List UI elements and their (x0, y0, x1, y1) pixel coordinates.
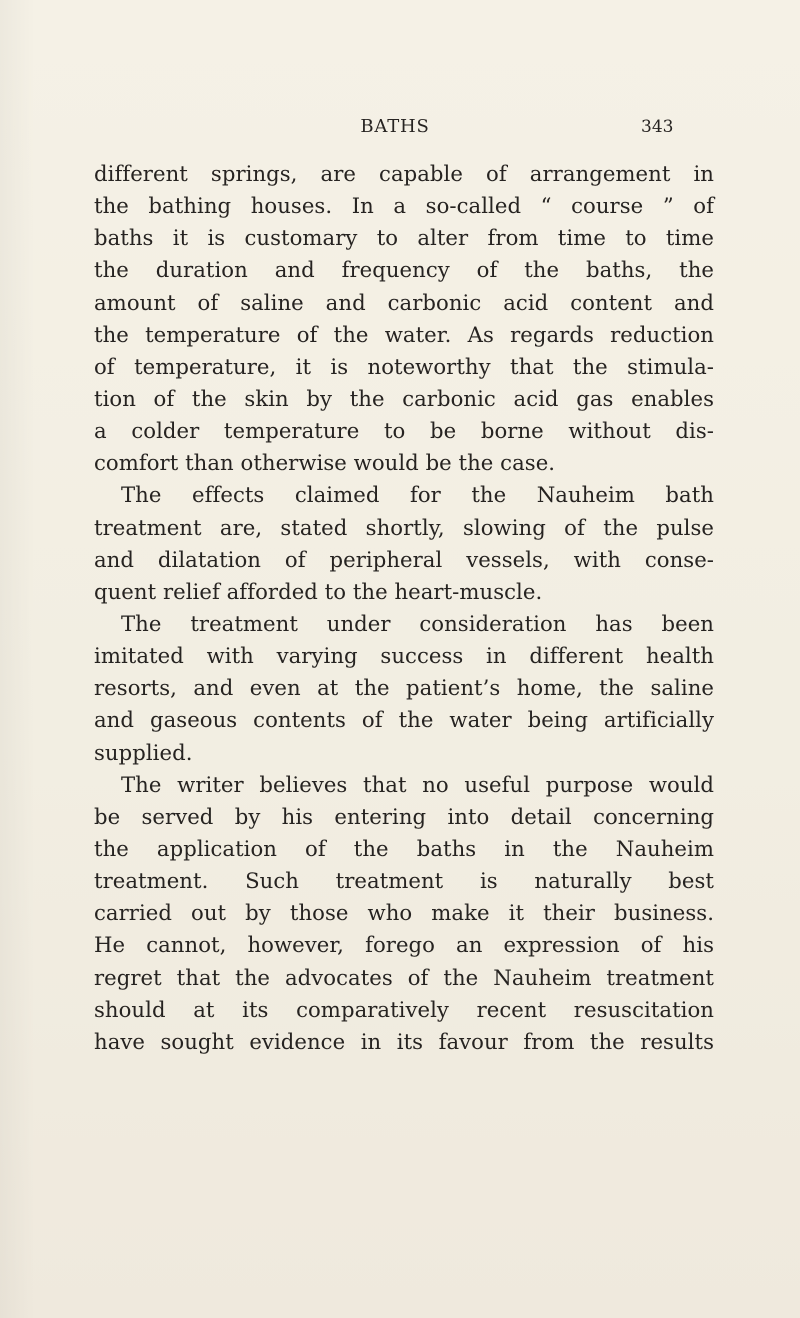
text-line: should at its comparatively recent resuscitation (94, 996, 714, 1022)
text-line: the temperature of the water. As regards reduction (94, 321, 714, 347)
text-line: regret that the advocates of the Nauheim treatment (94, 964, 714, 990)
page-header (0, 112, 800, 142)
text-line: treatment are, stated shortly, slowing of the pulse (94, 514, 714, 540)
text-line: carried out by those who make it their business. (94, 900, 714, 926)
text-line: have sought evidence in its favour from the results (94, 1028, 714, 1054)
paragraph-end-line: quent relief afforded to the heart-muscle. (94, 578, 543, 604)
paragraph-end-line: comfort than otherwise would be the case. (94, 450, 556, 476)
paragraph-start-line: The effects claimed for the Nauheim bath (121, 482, 714, 508)
page-number: 343 (641, 117, 674, 137)
text-line: a colder temperature to be borne without dis- (94, 418, 714, 444)
paragraph-start-line: The writer believes that no useful purpose would (121, 771, 714, 797)
text-line: of temperature, it is noteworthy that the stimula- (94, 353, 714, 379)
text-line: baths it is customary to alter from time to time (94, 225, 714, 251)
body-text (94, 158, 714, 1058)
text-line: resorts, and even at the patient’s home, the saline (94, 675, 714, 701)
text-line: He cannot, however, forego an expression of his (94, 932, 714, 958)
text-line: the bathing houses. In a so-called “ course ” of (94, 193, 714, 219)
text-line: imitated with varying success in different health (94, 643, 714, 669)
text-line: amount of saline and carbonic acid content and (94, 289, 714, 315)
running-head: BATHS (360, 116, 430, 137)
text-line: the duration and frequency of the baths, the (94, 257, 714, 283)
text-line: treatment. Such treatment is naturally best (94, 868, 714, 894)
text-line: be served by his entering into detail concerning (94, 803, 714, 829)
text-line: different springs, are capable of arrangement in (94, 161, 714, 186)
text-line: and dilatation of peripheral vessels, with conse- (94, 546, 714, 572)
text-line: the application of the baths in the Nauheim (94, 835, 714, 861)
paragraph-start-line: The treatment under consideration has been (121, 610, 714, 636)
text-line: tion of the skin by the carbonic acid gas enables (94, 385, 714, 411)
text-line: and gaseous contents of the water being artificially (94, 707, 714, 733)
paragraph-end-line: supplied. (94, 739, 193, 765)
